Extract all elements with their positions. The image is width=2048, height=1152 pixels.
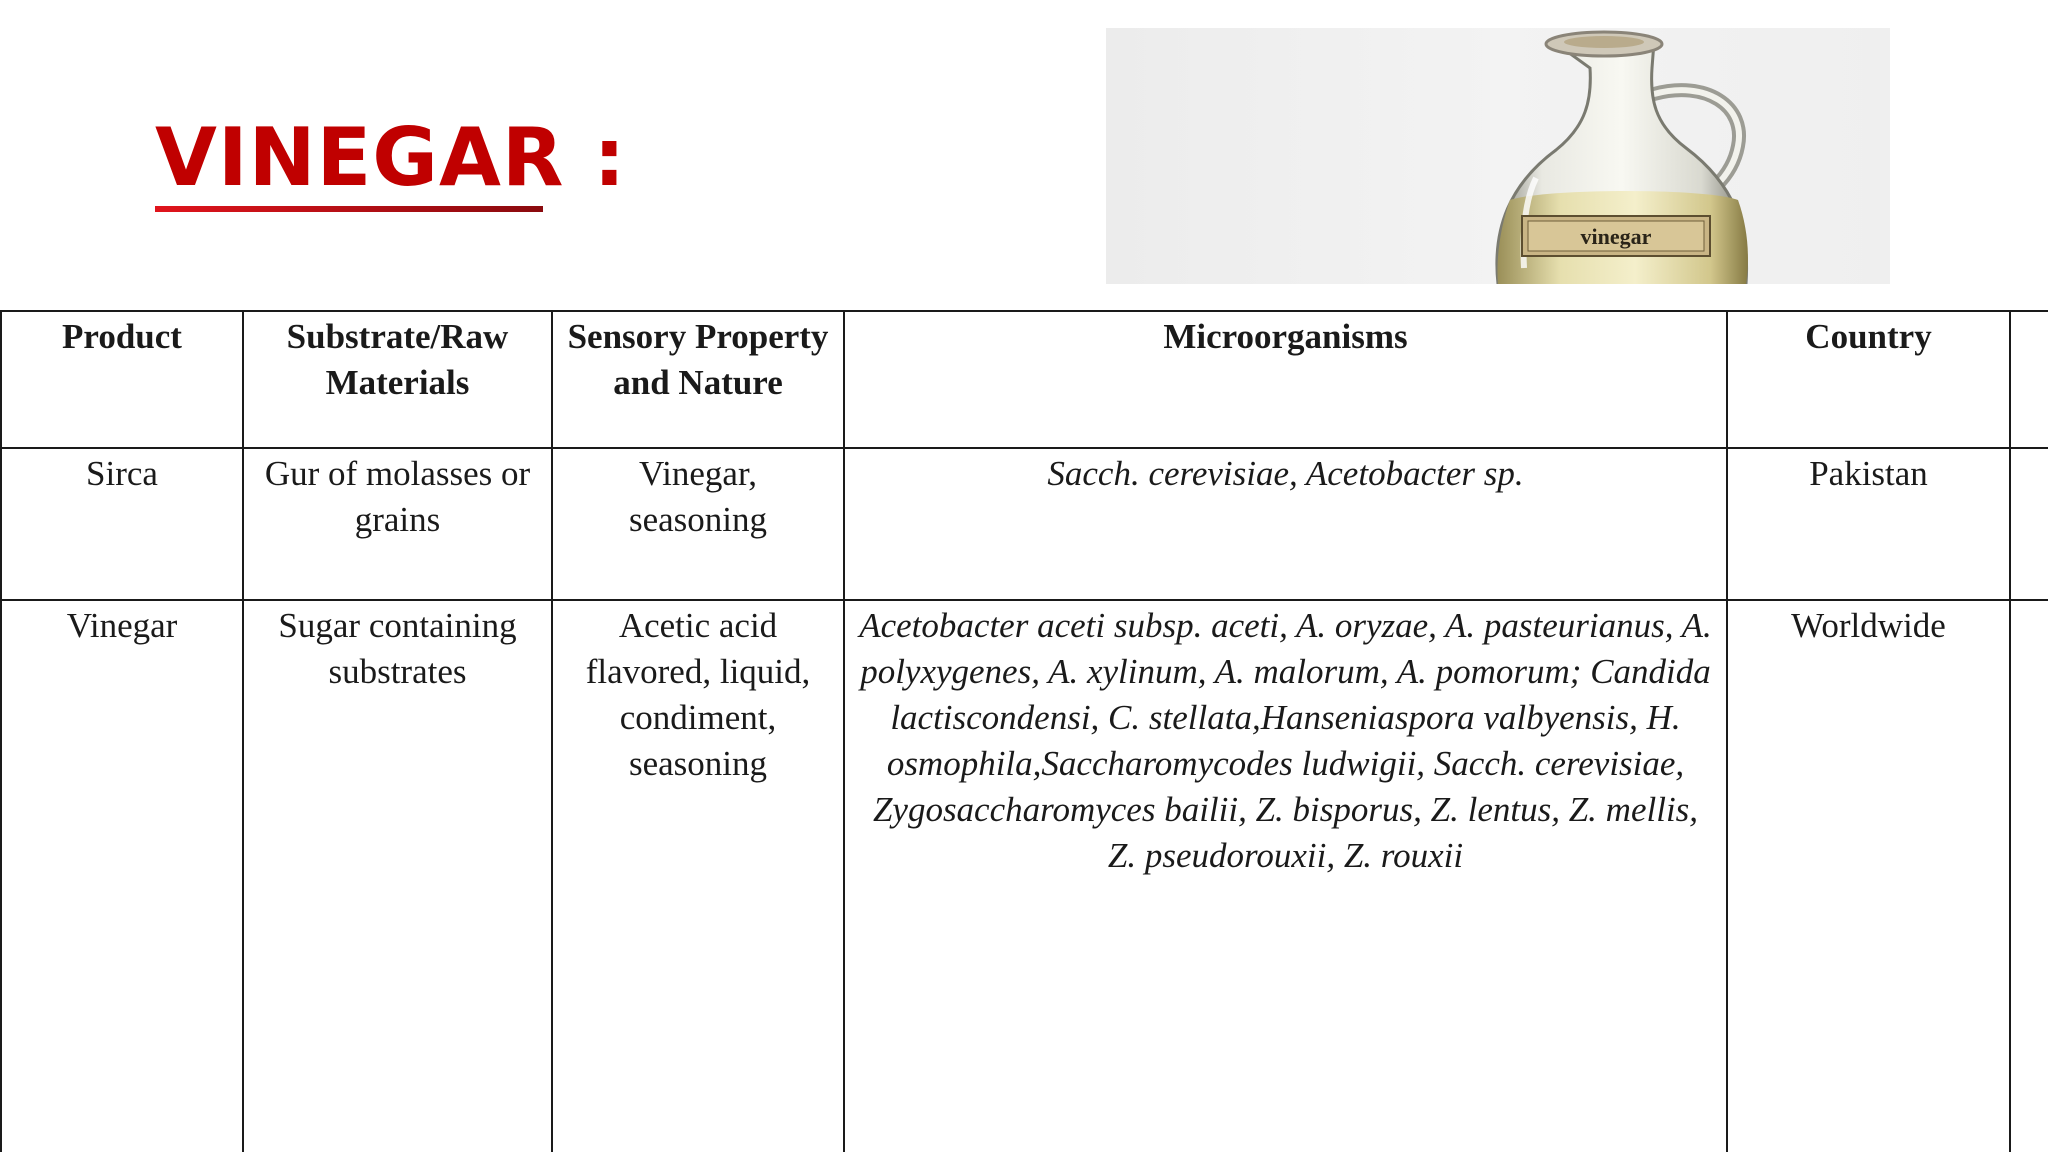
- cell-country: Worldwide: [1727, 600, 2010, 1152]
- cell-empty: [2010, 600, 2048, 1152]
- header-substrate: Substrate/Raw Materials: [243, 311, 552, 448]
- title-underline: [155, 206, 543, 212]
- cell-microorganisms: Acetobacter aceti subsp. aceti, A. oryzae, A. pasteurianus, A. polyxygenes, A. xylinum, A. malorum, A. pomorum; Candida lactiscondensi, C. stellata,Hanseniaspora valbyensis, H. osmophila,Saccharomycodes ludwigii, Sacch. cerevisiae, Zygosaccharomyces bailii, Z. bisporus, Z. lentus, Z. mellis, Z. pseudorouxii, Z. rouxii: [844, 600, 1727, 1152]
- cell-substrate: Gur of molasses or grains: [243, 448, 552, 600]
- vinegar-table: [0, 310, 2048, 1152]
- table-row: [1, 448, 2048, 600]
- vinegar-bottle-photo: [1106, 28, 1890, 284]
- header-sensory: Sensory Property and Nature: [552, 311, 844, 448]
- slide-title: VINEGAR :: [155, 111, 627, 204]
- cell-sensory: Vinegar, seasoning: [552, 448, 844, 600]
- header-country: Country: [1727, 311, 2010, 448]
- table-header-row: [1, 311, 2048, 448]
- cell-country: Pakistan: [1727, 448, 2010, 600]
- table-row: [1, 600, 2048, 1152]
- cell-empty: [2010, 448, 2048, 600]
- vinegar-bottle-illustration: [1106, 28, 1890, 284]
- cell-product: Vinegar: [1, 600, 243, 1152]
- cell-microorganisms: Sacch. cerevisiae, Acetobacter sp.: [844, 448, 1727, 600]
- header-microorganisms: Microorganisms: [844, 311, 1727, 448]
- vinegar-table-container: [0, 310, 2048, 1152]
- cell-product: Sirca: [1, 448, 243, 600]
- header-empty: [2010, 311, 2048, 448]
- cell-substrate: Sugar containing substrates: [243, 600, 552, 1152]
- header-product: Product: [1, 311, 243, 448]
- cell-sensory: Acetic acid flavored, liquid, condiment, seasoning: [552, 600, 844, 1152]
- bottle-label-text: vinegar: [1580, 224, 1652, 249]
